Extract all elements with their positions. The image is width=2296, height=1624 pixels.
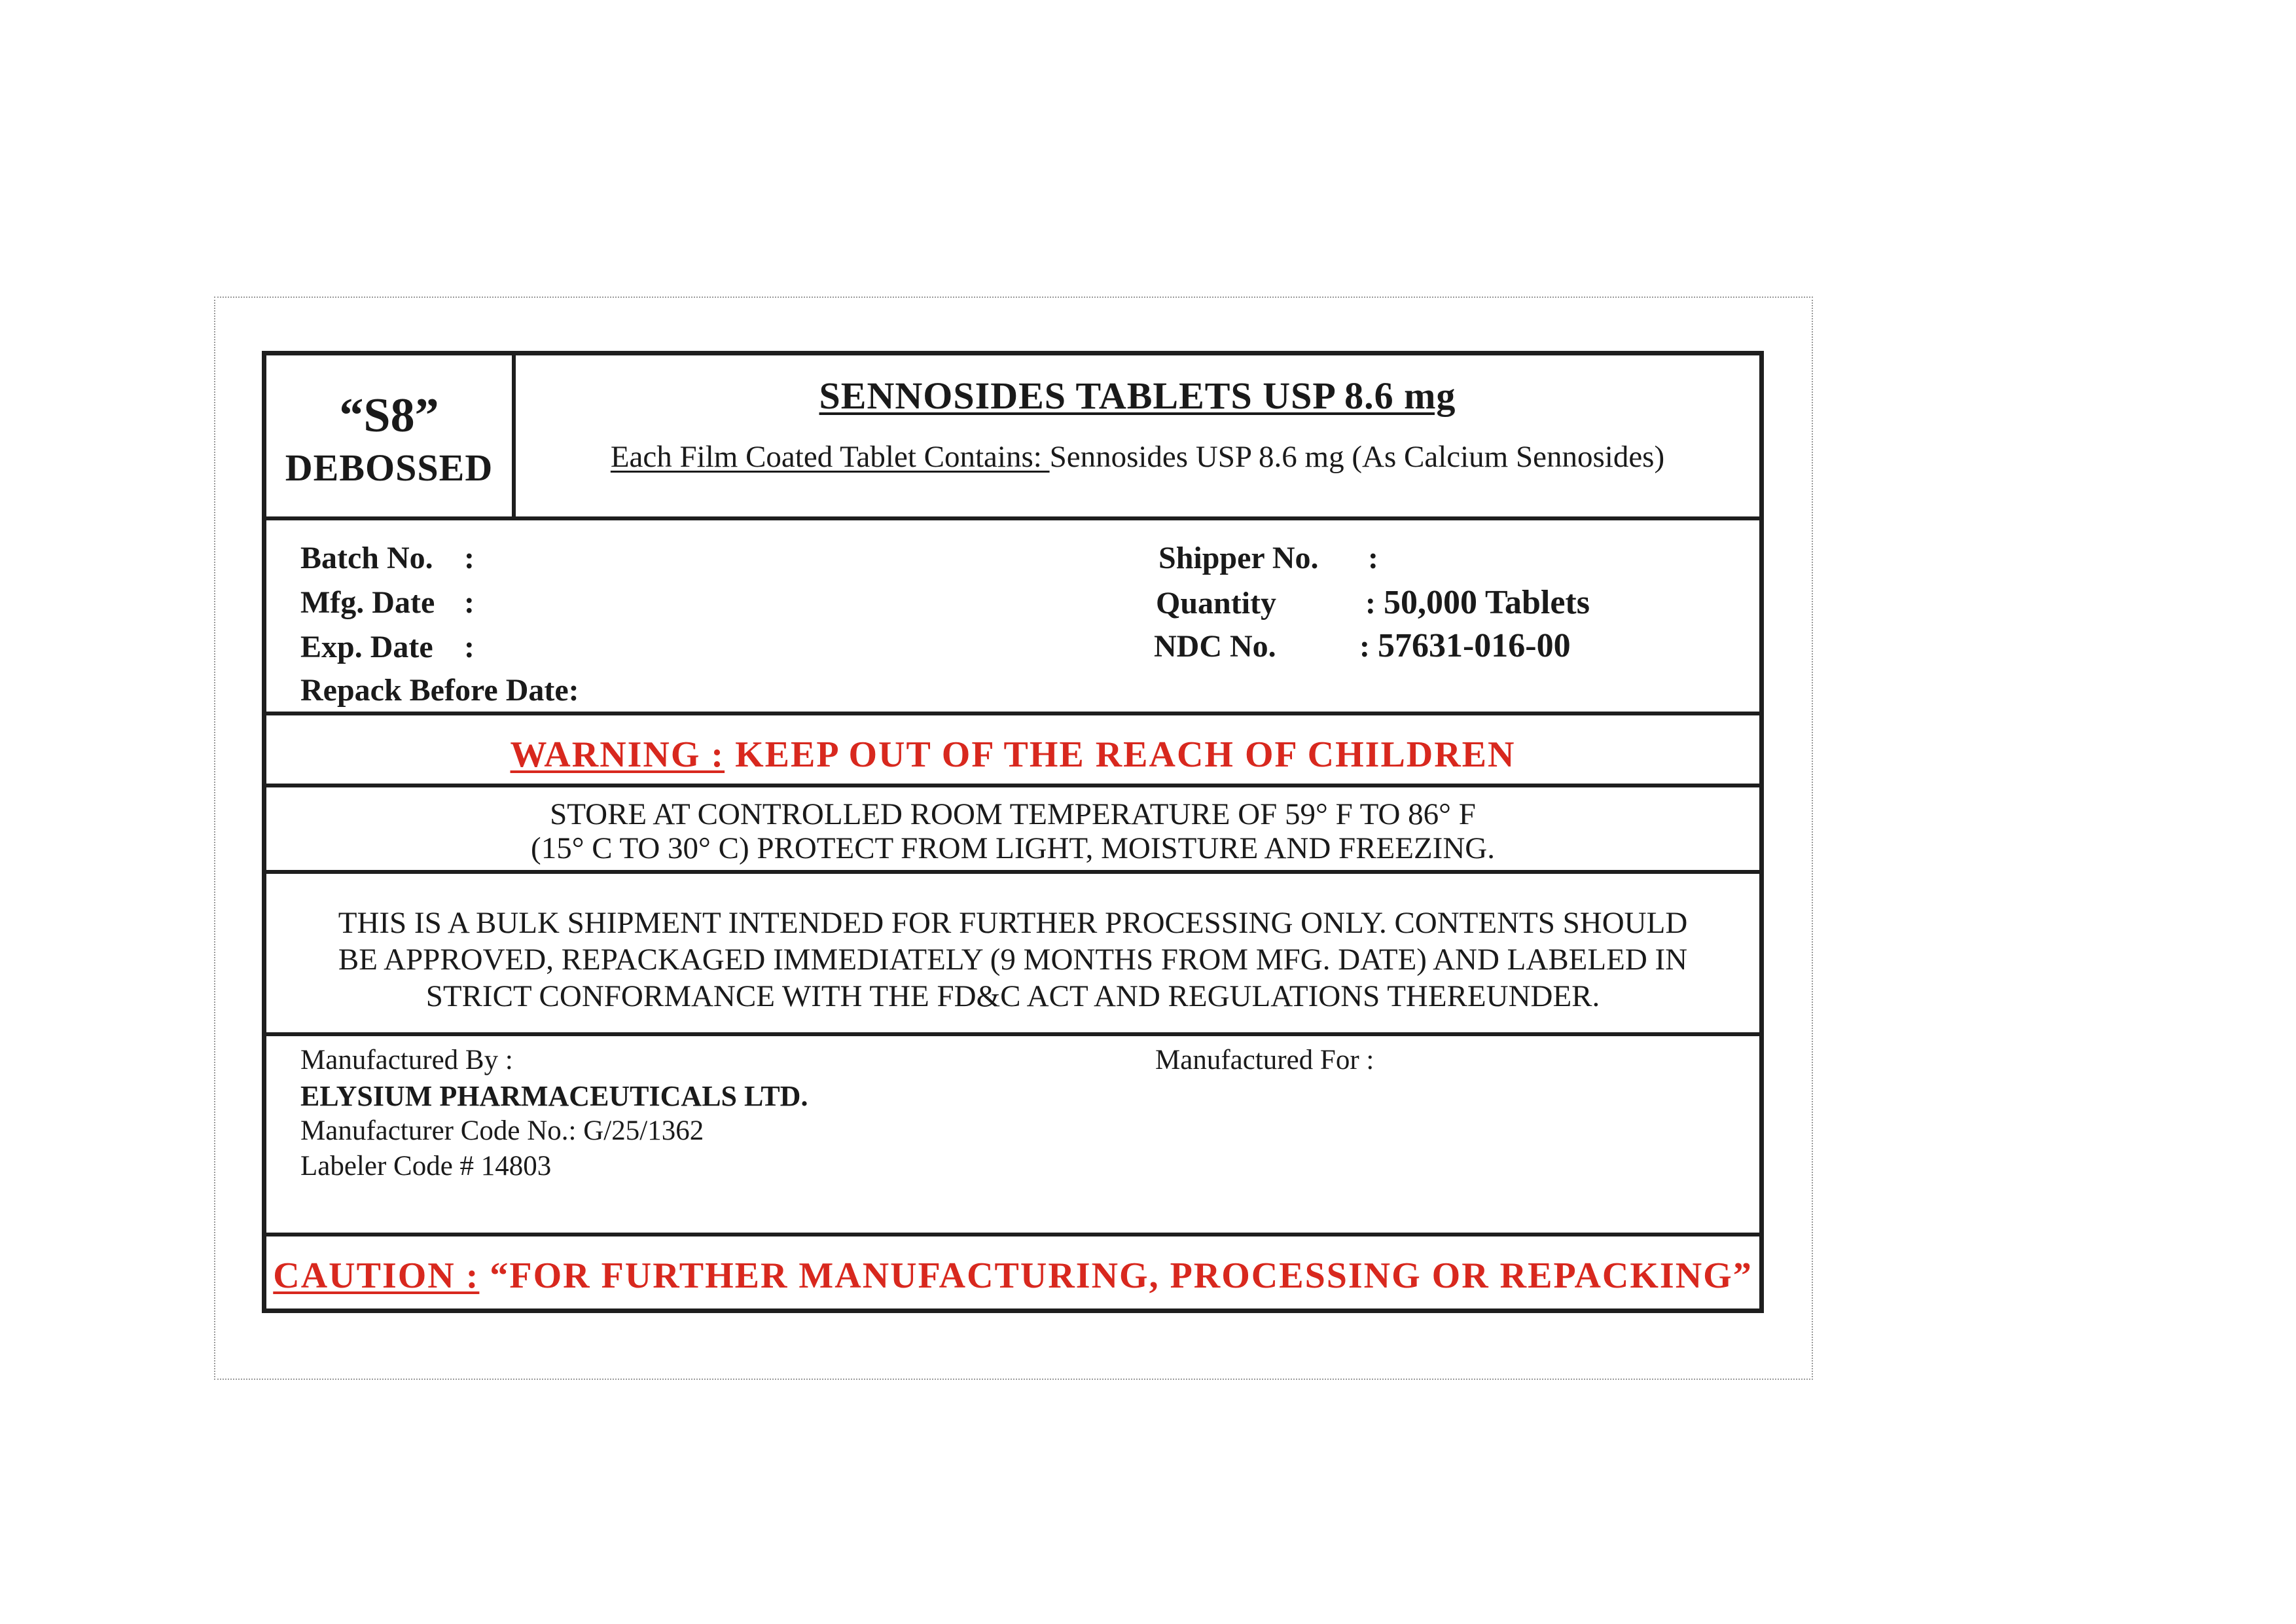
- manufactured-by-label: Manufactured By :: [300, 1045, 513, 1075]
- labeler-code: Labeler Code # 14803: [300, 1151, 552, 1182]
- repack-before-label: Repack Before Date:: [300, 673, 579, 708]
- bulk-shipment-label: [262, 351, 1764, 1313]
- composition-detail: Sennosides USP 8.6 mg (As Calcium Sennosides): [1049, 440, 1665, 474]
- batch-no-sep: :: [464, 541, 475, 575]
- quantity-label: Quantity: [1156, 586, 1277, 621]
- storage-line-2: (15° C TO 30° C) PROTECT FROM LIGHT, MOISTURE AND FREEZING.: [531, 831, 1495, 865]
- exp-date-field: [300, 629, 475, 665]
- exp-date-sep: :: [464, 630, 475, 664]
- quantity-sep: :: [1365, 586, 1376, 621]
- deboss-label: DEBOSSED: [285, 446, 493, 489]
- warning-message: KEEP OUT OF THE REACH OF CHILDREN: [725, 734, 1516, 775]
- shipper-no-sep: :: [1368, 541, 1378, 575]
- ndc-no-field: [1154, 626, 1571, 665]
- manufacturer-code: Manufacturer Code No.: G/25/1362: [300, 1115, 704, 1146]
- bulk-notice-line-1: THIS IS A BULK SHIPMENT INTENDED FOR FURTHER PROCESSING ONLY. CONTENTS SHOULD: [338, 906, 1688, 940]
- product-cell: [516, 355, 1759, 516]
- manufactured-for-label: Manufactured For :: [1155, 1045, 1374, 1075]
- caution-row: [266, 1236, 1759, 1308]
- quantity-field: [1156, 583, 1590, 622]
- warning-text: [266, 734, 1759, 776]
- batch-no-label: Batch No.: [300, 541, 433, 575]
- product-title: SENNOSIDES TABLETS USP 8.6 mg: [819, 374, 1456, 417]
- label-header: [266, 355, 1759, 520]
- storage-row: [266, 787, 1759, 874]
- storage-line-1: STORE AT CONTROLLED ROOM TEMPERATURE OF 59° F TO 86° F: [550, 797, 1476, 831]
- bulk-notice-line-2: BE APPROVED, REPACKAGED IMMEDIATELY (9 MONTHS FROM MFG. DATE) AND LABELED IN: [338, 943, 1688, 977]
- manufacturer-name: ELYSIUM PHARMACEUTICALS LTD.: [300, 1080, 808, 1112]
- bulk-notice-line-3: STRICT CONFORMANCE WITH THE FD&C ACT AND REGULATIONS THEREUNDER.: [425, 979, 1600, 1013]
- ndc-no-sep: :: [1359, 629, 1370, 664]
- ndc-no-value: 57631-016-00: [1377, 627, 1571, 664]
- mfg-date-label: Mfg. Date: [300, 585, 435, 620]
- caution-prefix: CAUTION :: [273, 1255, 480, 1296]
- manufacturer-row: [266, 1036, 1759, 1236]
- batch-no-field: [300, 540, 475, 576]
- shipper-no-field: [1158, 540, 1378, 576]
- deboss-code: “S8”: [339, 389, 439, 442]
- caution-text: [266, 1255, 1759, 1297]
- composition-lead: Each Film Coated Tablet Contains:: [610, 440, 1050, 474]
- repack-before-field: [300, 672, 579, 708]
- warning-row: [266, 715, 1759, 787]
- mfg-date-sep: :: [464, 585, 475, 620]
- bulk-notice-row: [266, 874, 1759, 1036]
- warning-prefix: WARNING :: [510, 734, 725, 775]
- mfg-date-field: [300, 585, 475, 621]
- caution-message: “FOR FURTHER MANUFACTURING, PROCESSING OR REPACKING”: [479, 1255, 1753, 1296]
- quantity-value: 50,000 Tablets: [1383, 584, 1590, 621]
- deboss-cell: [266, 355, 516, 516]
- batch-details: [266, 520, 1759, 715]
- exp-date-label: Exp. Date: [300, 630, 433, 664]
- ndc-no-label: NDC No.: [1154, 629, 1276, 664]
- composition-text: [516, 439, 1759, 475]
- shipper-no-label: Shipper No.: [1158, 541, 1319, 575]
